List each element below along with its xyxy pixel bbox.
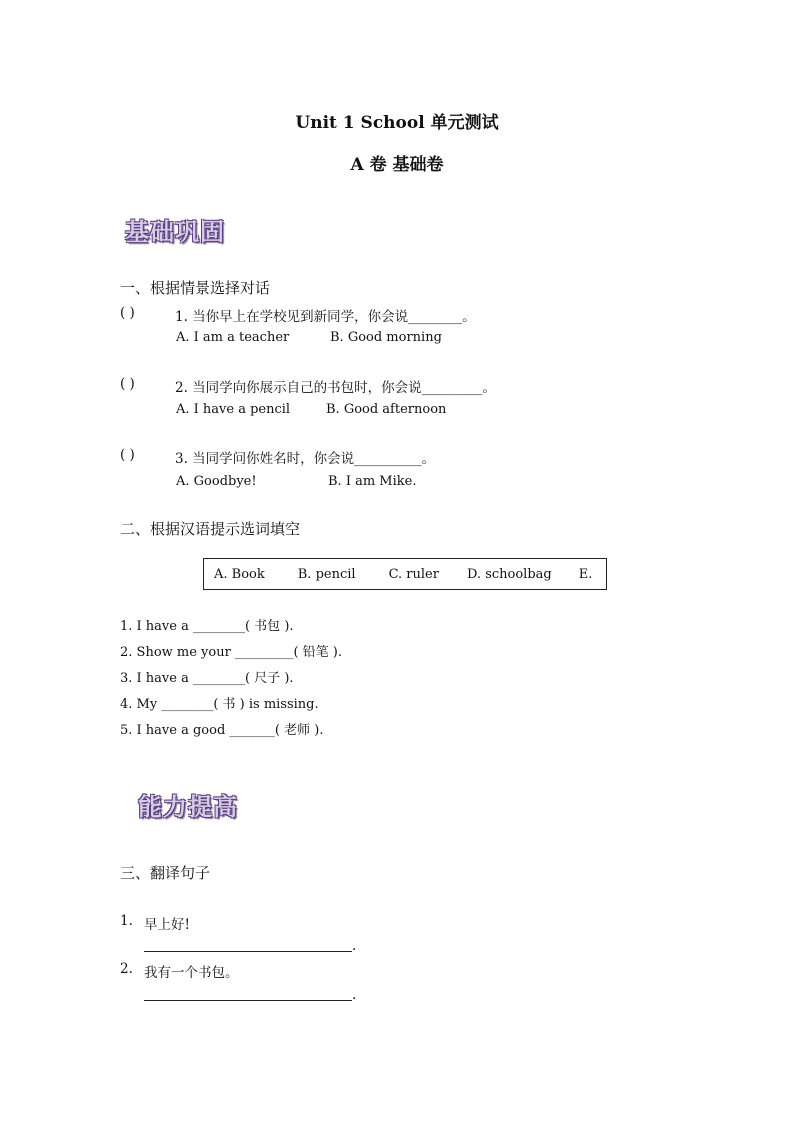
translate-1-answer-line[interactable] (144, 951, 352, 952)
question-1-text: 1. 当你早上在学校见到新同学，你会说________。 (175, 309, 476, 325)
word-bank-item: B. pencil (297, 566, 356, 582)
section1-heading: 一、根据情景选择对话 (120, 279, 271, 297)
question-2-paren: ( ) (120, 376, 135, 392)
translate-1-number: 1. (120, 913, 133, 929)
question-3-option-b: B. I am Mike. (328, 474, 417, 489)
question-2-option-b: B. Good afternoon (326, 402, 447, 417)
question-1-option-a: A. I am a teacher (176, 330, 290, 345)
question-3-option-a: A. Goodbye! (176, 474, 257, 489)
section3-heading: 三、翻译句子 (120, 864, 211, 882)
fill-item-1: 1. I have a ________( 书包 ). (120, 619, 294, 634)
question-3-paren: ( ) (120, 447, 135, 463)
question-2-text: 2. 当同学向你展示自己的书包时，你会说_________。 (175, 380, 496, 396)
page-title: Unit 1 School 单元测试 (295, 113, 499, 133)
fill-item-2: 2. Show me your _________( 铅笔 ). (120, 645, 342, 660)
translate-2-text: 我有一个书包。 (144, 965, 239, 981)
word-bank-item: D. schoolbag (466, 566, 552, 582)
fill-item-3: 3. I have a ________( 尺子 ). (120, 671, 294, 686)
translate-1-period: . (352, 938, 357, 954)
question-2-option-a: A. I have a pencil (176, 402, 291, 417)
word-bank-item: C. ruler (388, 566, 439, 582)
section2-heading: 二、根据汉语提示选词填空 (120, 520, 301, 538)
translate-2-period: . (352, 987, 357, 1003)
section-banner-basic: 基础巩固 (125, 218, 225, 246)
fill-item-5: 5. I have a good _______( 老师 ). (120, 723, 324, 738)
question-3-text: 3. 当同学问你姓名时，你会说__________。 (175, 451, 436, 467)
question-1-option-b: B. Good morning (330, 330, 442, 345)
word-bank-item: E. (578, 566, 593, 582)
word-bank-box (203, 558, 607, 590)
question-1-paren: ( ) (120, 305, 135, 321)
translate-2-answer-line[interactable] (144, 1000, 352, 1001)
translate-1-text: 早上好! (144, 917, 190, 933)
word-bank-item: A. Book (214, 566, 265, 582)
section-banner-advanced: 能力提高 (138, 793, 238, 821)
fill-item-4: 4. My ________( 书 ) is missing. (120, 697, 319, 712)
translate-2-number: 2. (120, 961, 133, 977)
page-subtitle: A 卷 基础卷 (350, 155, 444, 175)
